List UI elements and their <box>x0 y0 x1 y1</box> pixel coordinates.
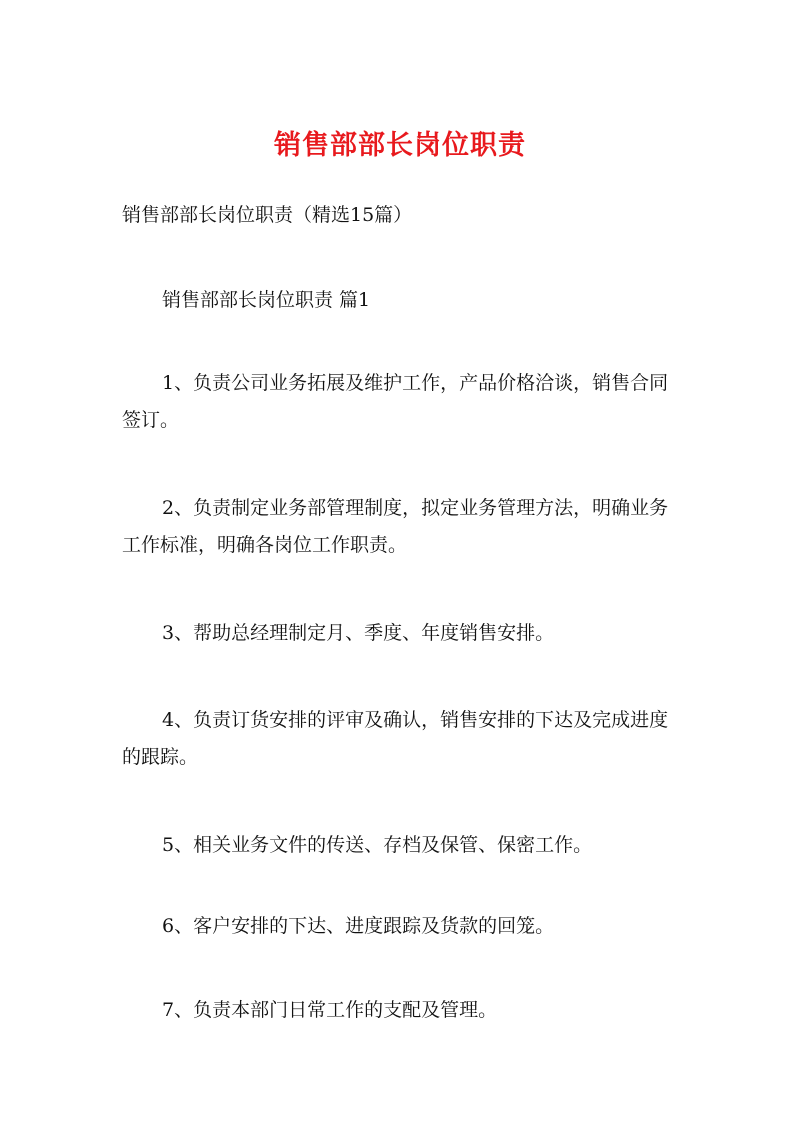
duty-item-2: 2、负责制定业务部管理制度，拟定业务管理方法，明确业务工作标准，明确各岗位工作职责。 <box>122 497 669 556</box>
document-title: 销售部部长岗位职责 <box>274 130 526 161</box>
duty-item-3: 3、帮助总经理制定月、季度、年度销售安排。 <box>162 622 555 644</box>
duty-item-7: 7、负责本部门日常工作的支配及管理。 <box>162 999 498 1021</box>
duty-item-1: 1、负责公司业务拓展及维护工作，产品价格洽谈，销售合同签订。 <box>122 372 669 431</box>
duty-item-5: 5、相关业务文件的传送、存档及保管、保密工作。 <box>162 834 593 856</box>
duty-item-6: 6、客户安排的下达、进度跟踪及货款的回笼。 <box>162 915 555 937</box>
section-heading: 销售部部长岗位职责 篇1 <box>162 289 371 311</box>
document-subtitle: 销售部部长岗位职责（精选15篇） <box>122 204 413 226</box>
duty-item-4: 4、负责订货安排的评审及确认，销售安排的下达及完成进度的跟踪。 <box>122 709 669 768</box>
